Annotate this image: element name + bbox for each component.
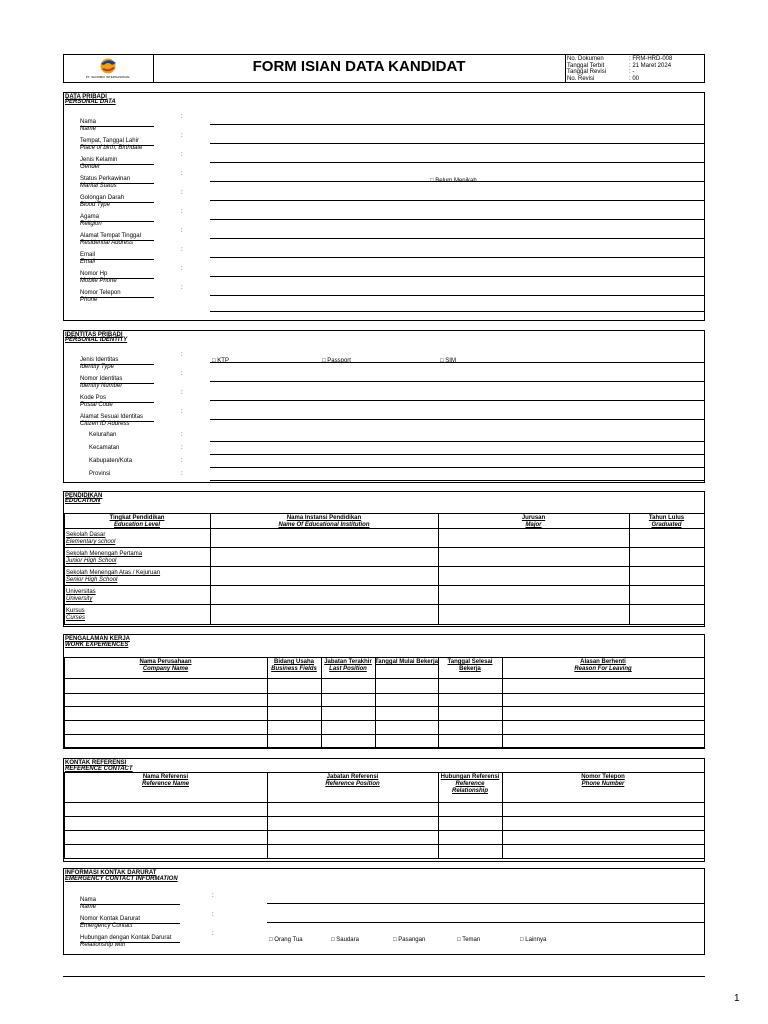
doc-info-label: No. Revisi <box>567 75 595 82</box>
personal-3-label-en: Marital Status <box>80 183 117 189</box>
identity-0-input-line[interactable] <box>210 362 704 363</box>
header-label-en: Company Name <box>142 666 189 672</box>
personal-2-label: Jenis Kelamin <box>80 157 118 163</box>
personal-1-label: Tempat, Tanggal Lahir <box>80 138 139 144</box>
row-label-id: Sekolah Menengah Pertama <box>66 551 143 557</box>
colon: : <box>181 371 183 377</box>
address-part-label: Kecamatan <box>89 445 120 451</box>
label-underline <box>80 126 154 127</box>
personal-0-label: Nama <box>80 119 97 125</box>
address-part-label: Provinsi <box>89 471 111 477</box>
header-label-en: Major <box>525 522 542 528</box>
identity-0-label: Jenis Identitas <box>80 357 119 363</box>
header-label: Jabatan Referensi <box>326 774 379 780</box>
emergency-label: Nama <box>80 897 97 903</box>
table-row[interactable] <box>64 706 704 707</box>
identity-1-input-line[interactable] <box>210 381 704 382</box>
column-divider <box>210 513 211 624</box>
emergency-label-en: Name <box>80 904 97 910</box>
header-label: Hubungan Referensi <box>440 774 500 780</box>
table-row[interactable] <box>64 734 704 735</box>
row-label-id: Sekolah Menengah Atas / Kejuruan <box>66 570 161 576</box>
colon: : <box>181 209 183 215</box>
identity-1-label-en: Identity Number <box>80 383 123 389</box>
header-label: Tanggal Selesai Bekerja <box>447 659 493 672</box>
identity-2-label: Kode Pos <box>80 395 107 401</box>
table-header-cell <box>267 774 438 788</box>
table-row[interactable] <box>64 844 704 845</box>
relation-option[interactable]: □ Saudara <box>331 937 359 943</box>
row-label-en: Junior High School <box>66 558 117 564</box>
table-row[interactable] <box>64 604 704 605</box>
header-label: Tanggal Mulai Bekerja <box>375 659 438 665</box>
address-part-input-line[interactable] <box>210 467 704 468</box>
address-part-input-line[interactable] <box>210 454 704 455</box>
colon: : <box>181 114 183 120</box>
personal-0-input-line[interactable] <box>210 124 704 125</box>
header-label: Alasan Berhenti <box>580 659 626 665</box>
personal-5-input-line[interactable] <box>210 219 704 220</box>
row-label-id: Sekolah Dasar <box>66 532 106 538</box>
label-underline <box>80 259 154 260</box>
identity-section-title-en: PERSONAL IDENTITY <box>65 337 128 343</box>
identity-2-input-line[interactable] <box>210 400 704 401</box>
doc-info-value: : FRM-HRD-008 <box>629 56 673 62</box>
emergency-input-line[interactable] <box>267 922 704 923</box>
relation-option-label: Saudara <box>336 937 359 943</box>
personal-8-label-en: Mobile Phone <box>80 278 117 284</box>
emergency-label-en: Relationship with <box>80 942 126 948</box>
reference-section-title: KONTAK REFERENSI <box>65 760 127 766</box>
table-row[interactable] <box>64 693 704 694</box>
personal-9-input-line[interactable] <box>210 295 704 296</box>
table-row[interactable] <box>64 566 704 567</box>
personal-8-label: Nomor Hp <box>80 271 108 277</box>
header-label-en: Graduated <box>651 522 682 528</box>
address-part-input-line[interactable] <box>210 441 704 442</box>
colon: : <box>181 133 183 139</box>
header-label: Jabatan Terakhir <box>324 659 372 665</box>
row-label <box>66 570 160 584</box>
colon: : <box>181 228 183 234</box>
row-label-id: Universitas <box>66 589 96 595</box>
colon: : <box>181 471 183 477</box>
emergency-section-title: INFORMASI KONTAK DARURAT <box>65 870 157 876</box>
header-label: Nomor Telepon <box>581 774 625 780</box>
personal-0-label-en: Name <box>80 126 97 132</box>
colon: : <box>181 390 183 396</box>
table-row[interactable] <box>64 528 704 529</box>
identity-3-label-en: Citizen ID Address <box>80 421 130 427</box>
table-header-cell <box>267 659 321 673</box>
table-header-cell <box>64 515 210 529</box>
emergency-label: Nomor Kontak Darurat <box>80 916 141 922</box>
personal-section-title-en: PERSONAL DATA <box>65 99 116 105</box>
personal-3-label: Status Perkawinan <box>80 176 131 182</box>
personal-8-input-line[interactable] <box>210 276 704 277</box>
label-underline <box>80 297 154 298</box>
table-header-cell <box>321 659 375 673</box>
header-label: Nama Referensi <box>142 774 189 780</box>
personal-data-section <box>63 92 705 321</box>
relation-option-label: Pasangan <box>398 937 426 943</box>
id-option-sim[interactable]: □ SIM <box>440 358 456 364</box>
header-label: Tingkat Pendidikan <box>109 515 165 521</box>
relation-option-label: Orang Tua <box>274 937 303 943</box>
personal-1-input-line[interactable] <box>210 143 704 144</box>
identity-section-title: IDENTITAS PRIBADI <box>65 332 123 338</box>
personal-4-input-line[interactable] <box>210 200 704 201</box>
row-label-en: Senior High School <box>66 577 118 583</box>
header-label: Nama Instansi Pendidikan <box>286 515 362 521</box>
personal-section-title: DATA PRIBADI <box>65 94 107 100</box>
personal-9-label: Nomor Telepon <box>80 290 121 296</box>
work-section-title: PENGALAMAN KERJA <box>65 636 131 642</box>
label-underline <box>80 221 154 222</box>
doc-info-label: No. Dokumen <box>567 56 604 62</box>
table-header-cell <box>502 774 704 788</box>
address-part-label: Kabupaten/Kota <box>89 458 133 464</box>
identity-3-input-line[interactable] <box>210 419 704 420</box>
personal-4-label: Golongan Darah <box>80 195 125 201</box>
table-frame <box>64 513 705 625</box>
emergency-label: Hubungan dengan Kontak Darurat <box>80 935 172 941</box>
row-label-id: Kursus <box>66 608 85 614</box>
personal-bottom-line[interactable] <box>210 311 704 312</box>
label-underline <box>80 942 180 943</box>
personal-1-label-en: Place of birth, Birthdate <box>80 145 143 151</box>
doc-info-label: Tanggal Revisi <box>567 69 607 75</box>
header-label-en: Name Of Educational Institution <box>278 522 370 528</box>
header-label: Bidang Usaha <box>273 659 314 665</box>
label-underline <box>80 923 180 924</box>
personal-6-label: Alamat Tempat Tinggal <box>80 233 141 239</box>
colon: : <box>212 931 214 937</box>
table-row[interactable] <box>64 678 704 679</box>
colon: : <box>181 409 183 415</box>
label-underline <box>80 202 154 203</box>
row-label <box>66 589 96 603</box>
colon: : <box>212 893 214 899</box>
table-header-cell <box>502 659 704 673</box>
footer-line <box>63 976 705 977</box>
education-section-title: PENDIDIKAN <box>65 493 103 499</box>
doc-info-label: Tanggal Terbit <box>567 62 605 69</box>
table-row[interactable] <box>64 830 704 831</box>
row-label <box>66 532 115 546</box>
doc-info-value: : 00 <box>629 75 640 82</box>
label-underline <box>80 421 154 422</box>
header-label-en: Reason For Leaving <box>574 666 632 672</box>
table-row[interactable] <box>64 802 704 803</box>
address-part-input-line[interactable] <box>210 480 704 481</box>
identity-3-label: Alamat Sesuai Identitas <box>80 414 144 420</box>
colon: : <box>181 445 183 451</box>
header-label-en: Reference Position <box>325 781 380 787</box>
identity-0-label-en: Identity Type <box>80 364 114 370</box>
personal-5-label: Agama <box>80 214 100 220</box>
personal-7-input-line[interactable] <box>210 257 704 258</box>
education-section-title-en: EDUCATION <box>65 498 101 504</box>
company-logo <box>64 55 152 82</box>
identity-2-label-en: Postal Code <box>80 402 113 408</box>
personal-2-input-line[interactable] <box>210 162 704 163</box>
table-header-cell <box>438 659 502 673</box>
header-label-en: Reference Relationship <box>451 781 488 794</box>
label-underline <box>80 402 154 403</box>
header-label-en: Business Fields <box>271 666 317 672</box>
identity-1-label: Nomor Identitas <box>80 376 123 382</box>
emergency-input-line[interactable] <box>267 903 704 904</box>
relation-option-label: Teman <box>462 937 481 943</box>
header-label-en: Last Position <box>329 666 367 672</box>
header-label: Nama Perusahaan <box>139 659 192 665</box>
table-header-cell <box>210 515 438 529</box>
colon: : <box>181 266 183 272</box>
personal-4-label-en: Blood Type <box>80 202 110 208</box>
colon: : <box>181 458 183 464</box>
colon: : <box>181 190 183 196</box>
column-divider <box>629 513 630 624</box>
row-label <box>66 551 142 565</box>
table-header-cell <box>629 515 704 529</box>
table-row[interactable] <box>64 720 704 721</box>
emergency-section-title-en: EMERGENCY CONTACT INFORMATION <box>65 876 178 882</box>
relation-option[interactable]: □ Lainnya <box>520 937 547 943</box>
colon: : <box>181 432 183 438</box>
label-underline <box>80 364 154 365</box>
header-label-en: Phone Number <box>581 781 625 787</box>
colon: : <box>181 247 183 253</box>
table-row[interactable] <box>64 816 704 817</box>
table-row[interactable] <box>64 585 704 586</box>
header-label-en: Education Level <box>113 522 160 528</box>
table-header-cell <box>438 774 502 795</box>
personal-7-label-en: Email <box>80 259 96 265</box>
form-title: FORM ISIAN DATA KANDIDAT <box>252 58 466 75</box>
header-label: Jurusan <box>521 515 546 521</box>
label-underline <box>80 240 154 241</box>
personal-5-label-en: Religion <box>80 221 102 227</box>
label-underline <box>80 145 154 146</box>
personal-7-label: Email <box>80 252 96 258</box>
label-underline <box>80 183 154 184</box>
logo-text: PT. SHORMIK INTERNASIONAL <box>85 75 131 79</box>
identity-section <box>63 330 705 483</box>
personal-6-label-en: Residential Address <box>80 240 134 246</box>
address-part-label: Kelurahan <box>89 432 117 438</box>
personal-6-input-line[interactable] <box>210 238 704 239</box>
table-header-cell <box>64 774 267 788</box>
label-underline <box>80 278 154 279</box>
row-label-en: University <box>66 596 93 602</box>
work-section-title-en: WORK EXPERIENCES <box>65 642 129 648</box>
doc-info-value: : - <box>629 69 635 75</box>
row-label-en: Elementary school <box>66 539 116 545</box>
id-option-ktp[interactable]: □ KTP <box>212 358 229 364</box>
relation-option[interactable]: □ Orang Tua <box>269 937 303 943</box>
relation-option-label: Lainnya <box>525 937 547 943</box>
id-option-passport[interactable]: □ Passport <box>322 358 351 364</box>
personal-2-label-en: Gender <box>80 164 101 170</box>
table-row[interactable] <box>64 547 704 548</box>
personal-9-label-en: Phone <box>80 297 98 303</box>
label-underline <box>80 383 154 384</box>
table-header-cell <box>375 659 438 666</box>
marital-option-belum-menikah[interactable]: □ Belum Menikah <box>430 178 477 184</box>
row-label <box>66 608 85 622</box>
colon: : <box>181 171 183 177</box>
colon: : <box>181 152 183 158</box>
colon: : <box>181 285 183 291</box>
doc-info-value: : 21 Maret 2024 <box>629 62 672 69</box>
column-divider <box>438 513 439 624</box>
colon: : <box>181 352 183 358</box>
header-label: Tahun Lulus <box>648 515 685 521</box>
page-number: 1 <box>734 993 740 1004</box>
table-header-cell <box>64 659 267 673</box>
label-underline <box>80 904 180 905</box>
label-underline <box>80 164 154 165</box>
table-header-cell <box>438 515 629 529</box>
emergency-label-en: Emergency Contact <box>80 923 133 929</box>
relation-option[interactable]: □ Teman <box>457 937 481 943</box>
reference-section-title-en: REFERENCE CONTACT <box>65 766 133 772</box>
row-label-en: Curses <box>66 615 86 621</box>
colon: : <box>212 912 214 918</box>
relation-option[interactable]: □ Pasangan <box>393 937 426 943</box>
header-label-en: Reference Name <box>141 781 190 787</box>
